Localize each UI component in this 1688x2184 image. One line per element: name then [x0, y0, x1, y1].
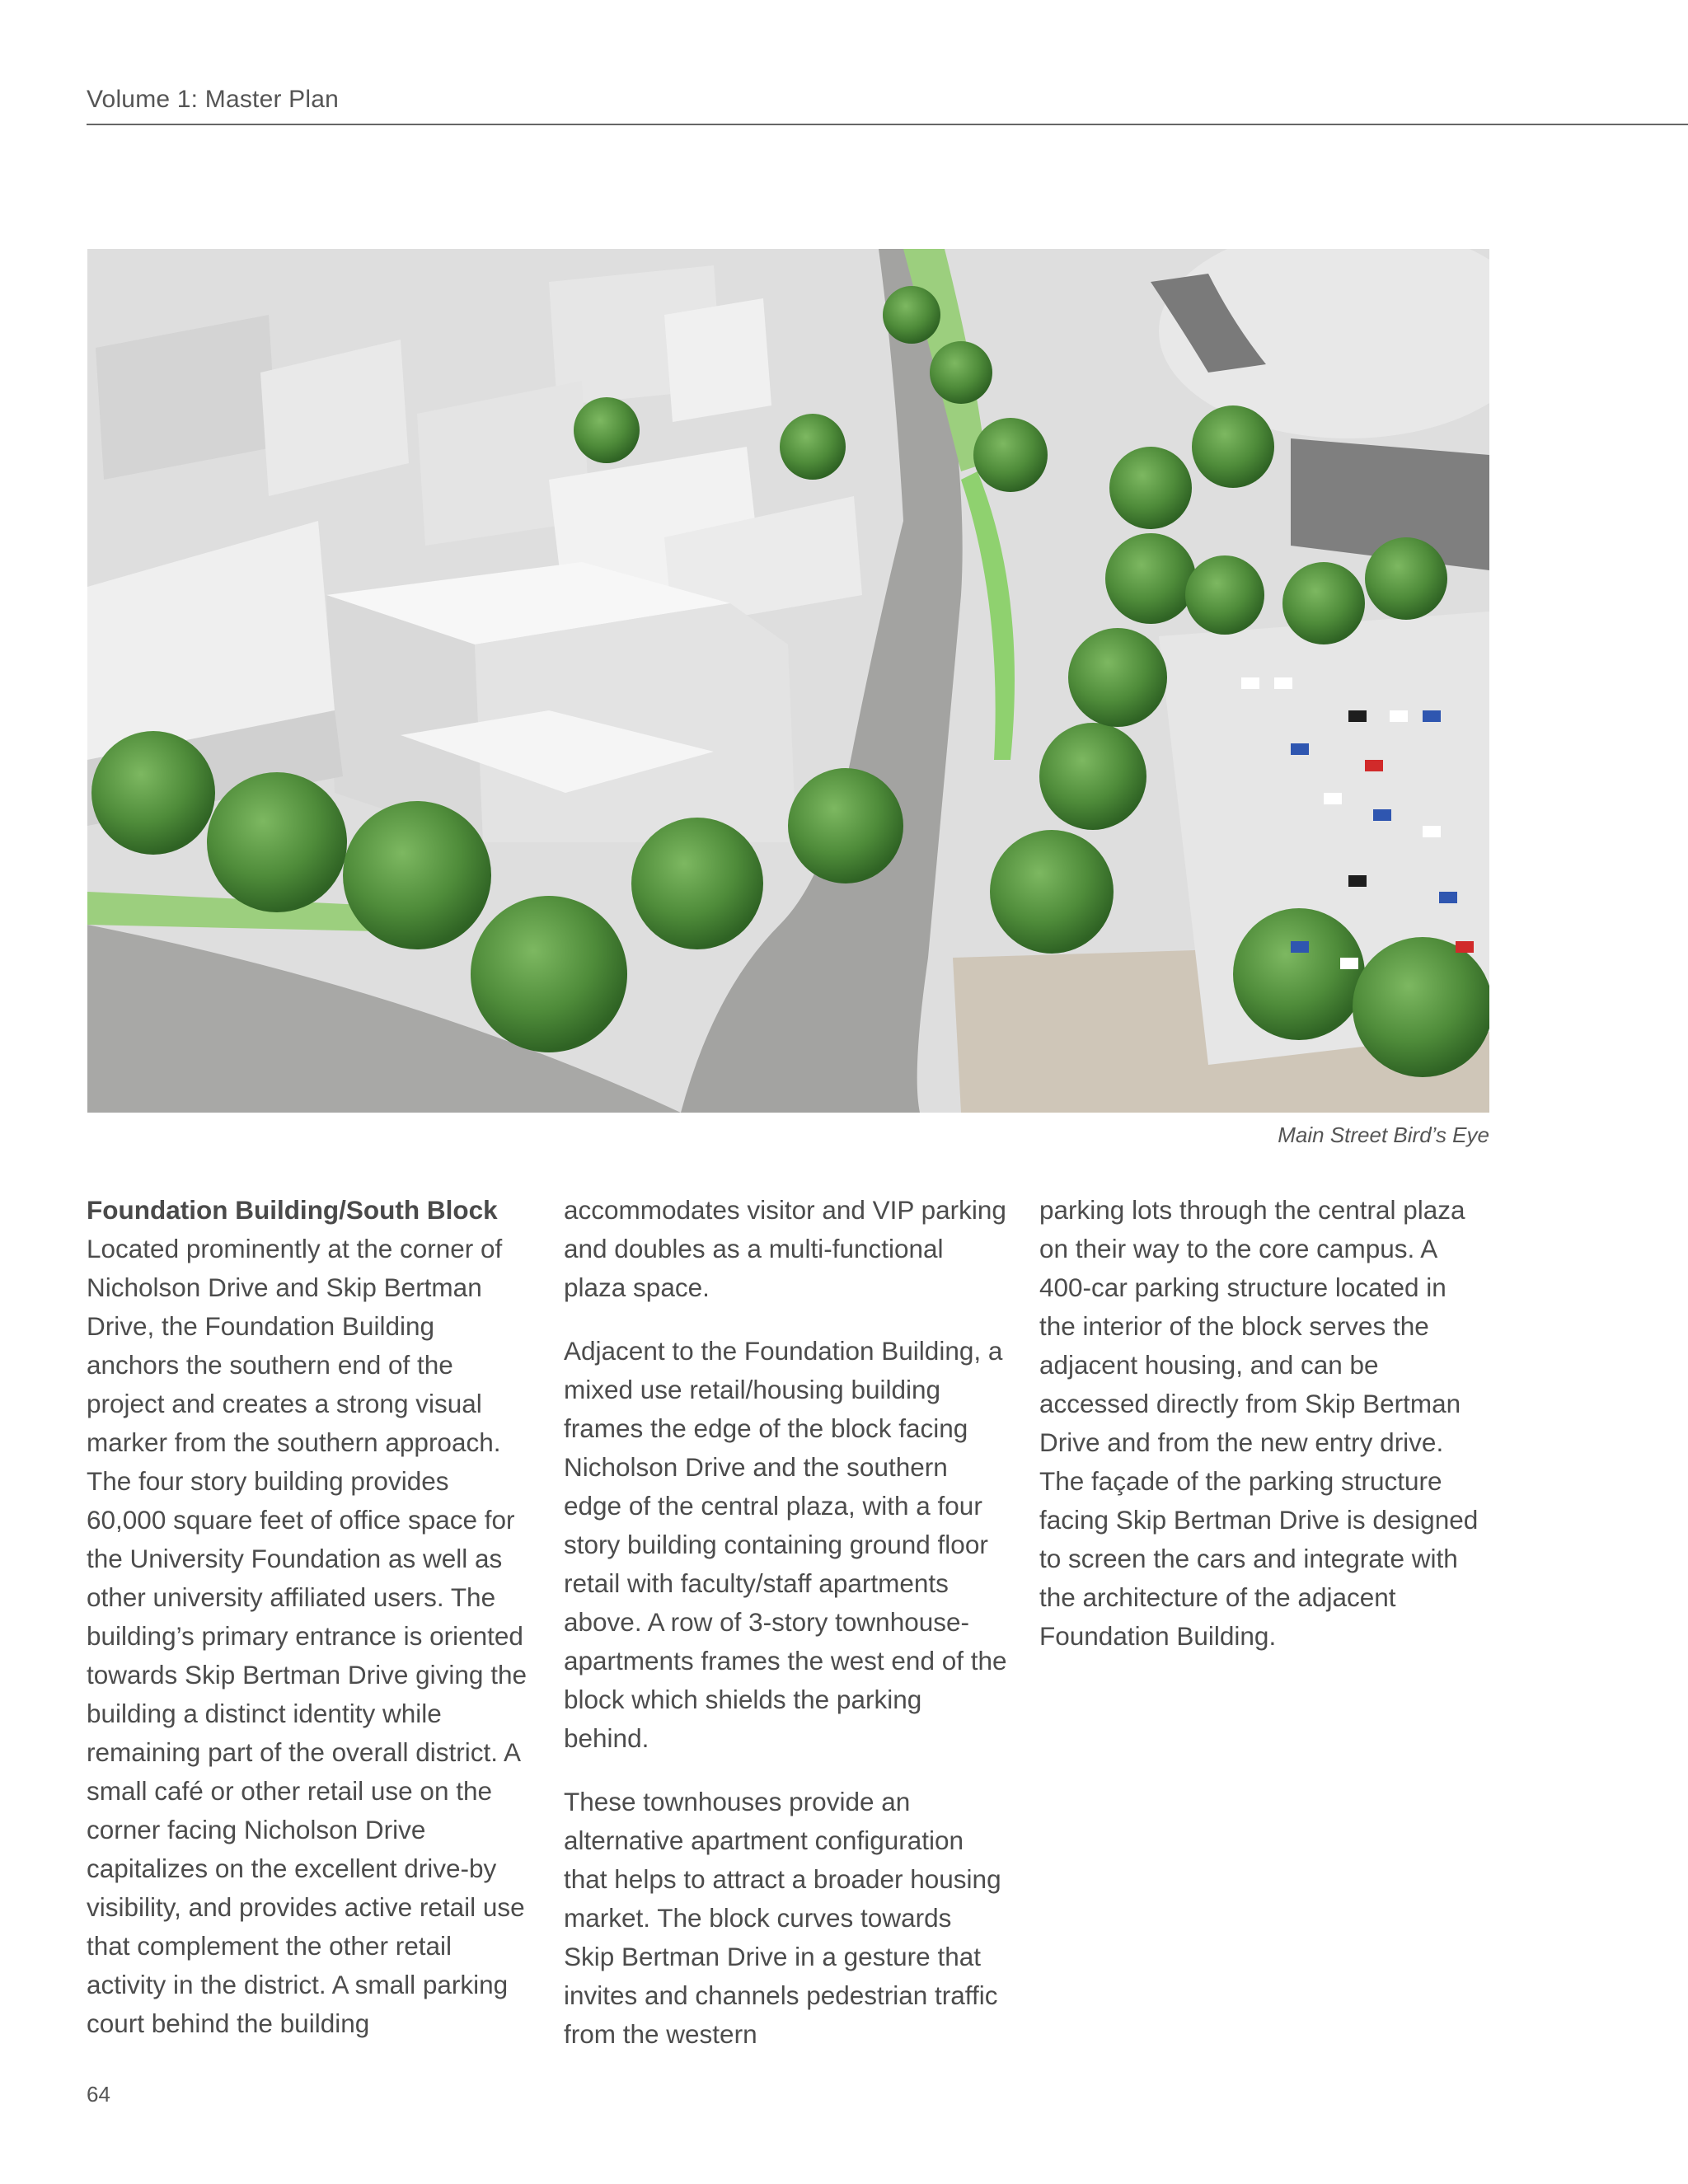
- header-rule: [87, 124, 1688, 125]
- section-heading: Foundation Building/South Block: [87, 1195, 498, 1225]
- column-2-paragraph-2: Adjacent to the Foundation Building, a mixed use retail/housing building frames the edge of the block facing Nicholson Drive and the southern edge of the central plaza, with a four story building containing ground floor retail with faculty/staff apartments above. A row of 3-story townhouse-apartments frames the west end of the block which shields the parking behind.: [564, 1336, 1007, 1753]
- main-street-birds-eye-image: [87, 249, 1489, 1113]
- column-1-text: Located prominently at the corner of Nicholson Drive and Skip Bertman Drive, the Foundation Building anchors the southern end of the project and creates a strong visual marker from the southern approach. The four story building provides 60,000 square feet of office space for the University Foundation as well as other university affiliated users. The building’s primary entrance is oriented towards Skip Bertman Drive giving the building a distinct identity while remaining part of the overall district. A small café or other retail use on the corner facing Nicholson Drive capitalizes on the excellent drive-by visibility, and provides active retail use that complement the other retail activity in the district. A small parking court behind the building: [87, 1234, 527, 2038]
- text-column-3: [1039, 1191, 1484, 1680]
- column-2-paragraph-3: These townhouses provide an alternative apartment configuration that helps to attract a broader housing market. The block curves towards Skip Bertman Drive in a gesture that invites and channels pedestrian traffic from the western: [564, 1787, 1001, 2049]
- figure-caption: Main Street Bird’s Eye: [1278, 1122, 1489, 1147]
- page-number: 64: [87, 2082, 110, 2107]
- column-2-paragraph-1: accommodates visitor and VIP parking and doubles as a multi-functional plaza space.: [564, 1195, 1006, 1302]
- text-column-1: [87, 1191, 532, 2068]
- text-column-2: [564, 1191, 1009, 2079]
- rendering-illustration: [87, 249, 1489, 1113]
- column-1-paragraph: [87, 1191, 532, 2043]
- running-header: Volume 1: Master Plan: [87, 86, 340, 113]
- building-back-4: [664, 298, 771, 422]
- column-3-paragraph-1: parking lots through the central plaza on their way to the core campus. A 400-car parking structure located in the interior of the block serves the adjacent housing, and can be accessed directly from Skip Bertman Drive and from the new entry drive. The façade of the parking structure facing Skip Bertman Drive is designed to screen the cars and integrate with the architecture of the adjacent Foundation Building.: [1039, 1195, 1479, 1651]
